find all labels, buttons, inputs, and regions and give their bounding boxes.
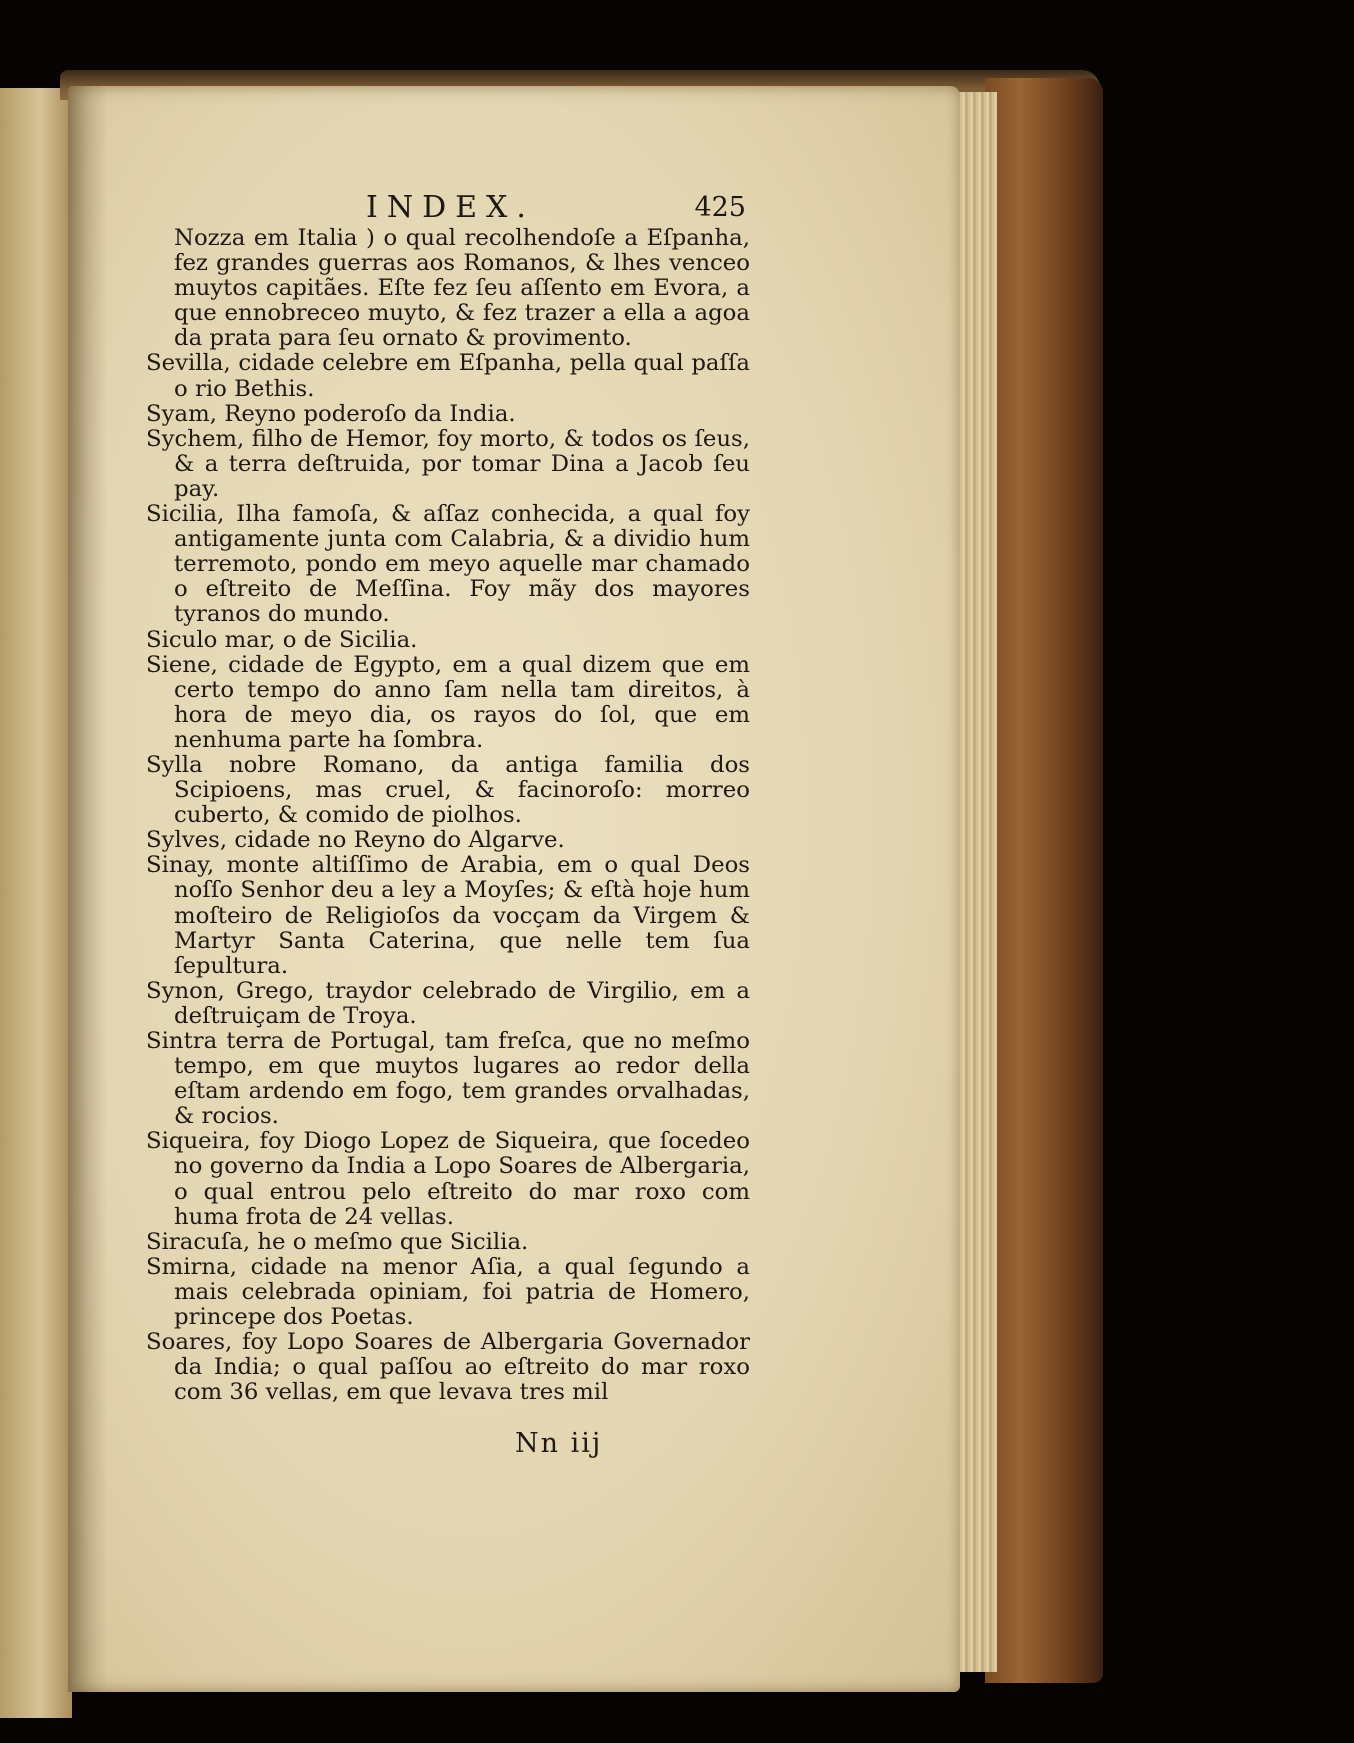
index-entry: Sinay, monte altiſſimo de Arabia, em o qual Deos noſſo Senhor deu a ley a Moyſes; & eſtà hoje hum moſteiro de Religioſos da vocçam da Virgem & Martyr Santa Caterina, que nelle tem ſua ſepultura.: [146, 852, 750, 979]
index-entry: Sylves, cidade no Reyno do Algarve.: [146, 827, 565, 854]
index-entry: Soares, foy Lopo Soares de Albergaria Governador da India; o qual paſſou ao eſtreito do mar roxo com 36 vellas, em que levava tres mil: [146, 1329, 750, 1406]
index-entry: Siracuſa, he o meſmo que Sicilia.: [146, 1228, 529, 1255]
book-cover-spine: [985, 78, 1103, 1683]
index-entry: Sintra terra de Portugal, tam freſca, que no meſmo tempo, em que muytos lugares ao redor della eſtam ardendo em fogo, tem grandes orvalhadas, & rocios.: [146, 1028, 750, 1130]
index-entries: [146, 226, 750, 1405]
index-entry: Sychem, filho de Hemor, foy morto, & todos os ſeus, & a terra deſtruida, por tomar Dina a Jacob ſeu pay.: [146, 425, 750, 502]
gutter-shadow: [68, 86, 108, 1692]
index-entry: Sylla nobre Romano, da antiga familia dos Scipioens, mas cruel, & facinoroſo: morreo cuberto, & comido de piolhos.: [146, 751, 750, 829]
index-entry: Nozza em Italia ) o qual recolhendoſe a Eſpanha, fez grandes guerras aos Romanos, & lhes venceo muytos capitães. Eſte fez ſeu aſſento em Evora, a que ennobreceo muyto, & fez trazer a ella a agoa da prata para ſeu ornato & provimento.: [174, 225, 750, 352]
index-entry: Synon, Grego, traydor celebrado de Virgilio, em a deſtruiçam de Troya.: [146, 977, 750, 1029]
running-head-title: INDEX.: [366, 190, 535, 225]
index-entry: Sevilla, cidade celebre em Eſpanha, pella qual paſſa o rio Bethis.: [146, 350, 750, 402]
index-entry: Siculo mar, o de Sicilia.: [146, 626, 418, 653]
index-entry: Syam, Reyno poderoſo da India.: [146, 400, 516, 427]
page-number: 425: [694, 192, 746, 223]
index-entry: Siene, cidade de Egypto, em a qual dizem que em certo tempo do anno ſam nella tam direitos, à hora de meyo dia, os rayos do ſol, que em nenhuma parte ha ſombra.: [146, 651, 750, 753]
index-entry: Siqueira, foy Diogo Lopez de Siqueira, que ſocedeo no governo da India a Lopo Soares de Albergaria, o qual entrou pelo eſtreito do mar roxo com huma frota de 24 vellas.: [146, 1128, 750, 1230]
signature-mark: Nn iij: [515, 1428, 603, 1459]
index-entry: Smirna, cidade na menor Aſia, a qual ſegundo a mais celebrada opiniam, foi patria de Homero, princepe dos Poetas.: [146, 1253, 750, 1331]
index-entry: Sicilia, Ilha famoſa, & aſſaz conhecida, a qual foy antigamente junta com Calabria, & a dividio hum terremoto, pondo em meyo aquelle mar chamado o eſtreito de Meſſina. Foy mãy dos mayores tyranos do mundo.: [146, 501, 750, 628]
facing-page-edge: [0, 88, 72, 1718]
